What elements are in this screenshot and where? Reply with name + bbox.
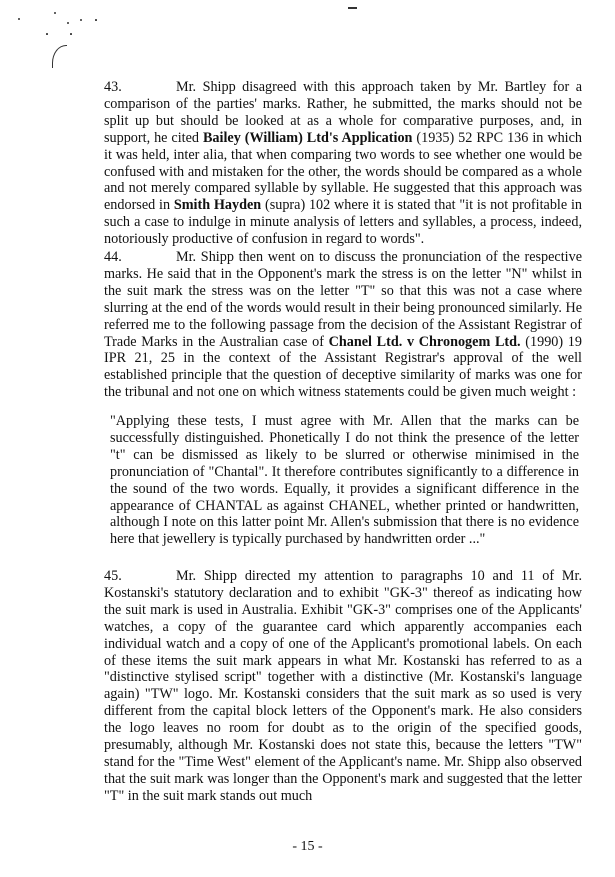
page-number: - 15 - (292, 839, 323, 854)
scan-speck (70, 33, 72, 35)
scan-speck (18, 18, 20, 20)
scan-speck (46, 33, 48, 35)
paragraph-43 (104, 79, 582, 248)
case-citation: Chanel Ltd. v Chronogem Ltd. (328, 333, 521, 350)
scan-mark-curl (52, 45, 67, 68)
paragraph-text: Mr. Shipp then went on to discuss the pronunciation of the respective marks. He said that in the Opponent's mark the stress is on the letter "N" whilst in the suit mark the stress was on the letter "T" so that this was not a case where slurring at the end of the words would result in their being pronounced similarly. He referred me to the following passage from the decision of the Assistant Registrar of Trade Marks in the Australian case of (104, 249, 582, 350)
scan-speck (95, 19, 97, 21)
case-citation: Bailey (William) Ltd's Application (202, 129, 413, 146)
scan-speck (80, 19, 82, 21)
paragraph-text: (1935) 52 RPC 136 in which it was held, inter alia, that when comparing two words to see whether one would be confused with and mistaken for the other, the words should be compared as a whole and not merely compared syllable by syllable. He suggested that this approach was endorsed in (104, 129, 582, 214)
paragraph-number: 45. (104, 568, 122, 584)
paragraph-text: Mr. Shipp directed my attention to paragraphs 10 and 11 of Mr. Kostanski's statutory declaration and to exhibit "GK-3" thereof as indicating how the suit mark is used in Australia. Exhibit "GK-3" comprises one of the Applicants' watches, a copy of the guarantee card which apparently accompanies each individual watch and a copy of one of the Applicant's promotional labels. On each of these items the suit mark appears in what Mr. Kostanski has referred to as a "distinctive stylised script" together with a distinctive (Mr. Kostanski's language again) "TW" logo. Mr. Kostanski considers that the suit mark as so used is very different from the capital block letters of the Opponent's mark. He also considers the logo leaves no room for doubt as to the origin of the specified goods, presumably, although Mr. Kostanski does not state this, because the letters "TW" stand for the "Time West" element of the Applicant's name. Mr. Shipp also observed that the suit mark was longer than the Opponent's mark and suggested that the letter "T" in the suit mark stands out much (104, 568, 582, 804)
paragraph-text: (1990) 19 IPR 21, 25 in the context of the Assistant Registrar's approval of the well established principle that the question of deceptive similarity of marks was one for the tribunal and not one on which witness statements could be given much weight : (104, 333, 582, 401)
paragraph-text: (supra) 102 where it is stated that "it is not profitable in such a case to indulge in minute analysis of letters and syllables, a process, indeed, notoriously productive of confusion in regard to words". (104, 197, 582, 248)
block-quote: "Applying these tests, I must agree with Mr. Allen that the marks can be successfully distinguished. Phonetically I do not think the presence of the letter "t" can be dismissed as likely to be slurred or otherwise minimised in the pronunciation of "Chantal". It therefore contributes significantly to a difference in the sound of the two words. Equally, it provides a significant difference in the appearance of CHANTAL as against CHANEL, whether printed or handwritten, although I note on this latter point Mr. Allen's submission that there is no evidence here that jewellery is typically purchased by handwritten order ..." (110, 413, 579, 548)
paragraph-number: 44. (104, 249, 122, 265)
scan-mark (348, 7, 357, 9)
paragraph-45 (104, 568, 582, 805)
paragraph-text: Mr. Shipp disagreed with this approach taken by Mr. Bartley for a comparison of the parties' marks. Rather, he submitted, the marks should not be split up but should be looked at as a whole for comparative purposes, and, in support, he cited (104, 79, 582, 146)
scan-speck (54, 12, 56, 14)
scan-speck (67, 22, 69, 24)
paragraph-44 (104, 249, 582, 401)
paragraph-number: 43. (104, 79, 122, 95)
case-citation: Smith Hayden (173, 197, 262, 214)
